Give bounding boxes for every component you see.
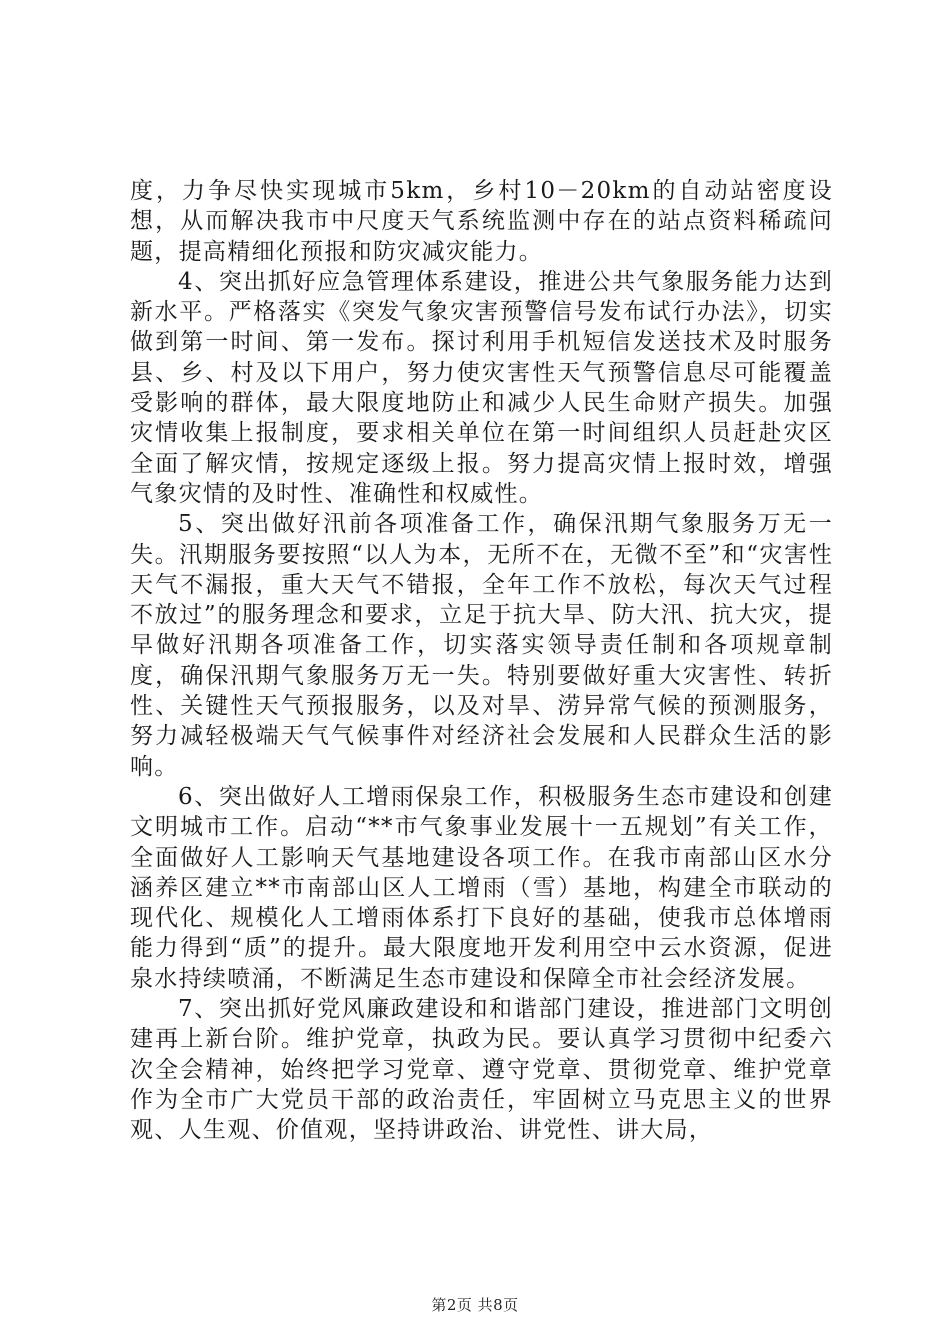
paragraph-item-5: 5、突出做好汛前各项准备工作，确保汛期气象服务万无一失。汛期服务要按照“以人为本，无所不在，无微不至”和“灾害性天气不漏报，重大天气不错报，全年工作不放松，每次天气过程不放过”的服务理念和要求，立足于抗大旱、防大汛、抗大灾，提早做好汛期各项准备工作，切实落实领导责任制和各项规章制度，确保汛期气象服务万无一失。特别要做好重大灾害性、转折性、关键性天气预报服务，以及对旱、涝异常气候的预测服务，努力减轻极端天气气候事件对经济社会发展和人民群众生活的影响。 bbox=[130, 511, 833, 780]
paragraph-item-7: 7、突出抓好党风廉政建设和和谐部门建设，推进部门文明创建再上新台阶。维护党章，执政为民。要认真学习贯彻中纪委六次全会精神，始终把学习党章、遵守党章、贯彻党章、维护党章作为全市广大党员干部的政治责任，牢固树立马克思主义的世界观、人生观、价值观，坚持讲政治、讲党性、讲大局， bbox=[130, 996, 833, 1144]
document-body bbox=[130, 176, 833, 1146]
paragraph-continued: 度，力争尽快实现城市5km，乡村10－20km的自动站密度设想，从而解决我市中尺度天气系统监测中存在的站点资料稀疏问题，提高精细化预报和防灾减灾能力。 bbox=[130, 178, 833, 265]
page-footer: 第2页 共8页 bbox=[431, 1296, 519, 1314]
paragraph-item-6: 6、突出做好人工增雨保泉工作，积极服务生态市建设和创建文明城市工作。启动“**市气象事业发展十一五规划”有关工作，全面做好人工影响天气基地建设各项工作。在我市南部山区水分涵养区建立**市南部山区人工增雨（雪）基地，构建全市联动的现代化、规模化人工增雨体系打下良好的基础，使我市总体增雨能力得到“质”的提升。最大限度地开发利用空中云水资源，促进泉水持续喷涌，不断满足生态市建设和保障全市社会经济发展。 bbox=[130, 783, 833, 992]
paragraph-item-4: 4、突出抓好应急管理体系建设，推进公共气象服务能力达到新水平。严格落实《突发气象灾害预警信号发布试行办法》，切实做到第一时间、第一发布。探讨利用手机短信发送技术及时服务县、乡、村及以下用户，努力使灾害性天气预警信息尽可能覆盖受影响的群体，最大限度地防止和减少人民生命财产损失。加强灾情收集上报制度，要求相关单位在第一时间组织人员赶赴灾区全面了解灾情，按规定逐级上报。努力提高灾情上报时效，增强气象灾情的及时性、准确性和权威性。 bbox=[130, 268, 833, 507]
